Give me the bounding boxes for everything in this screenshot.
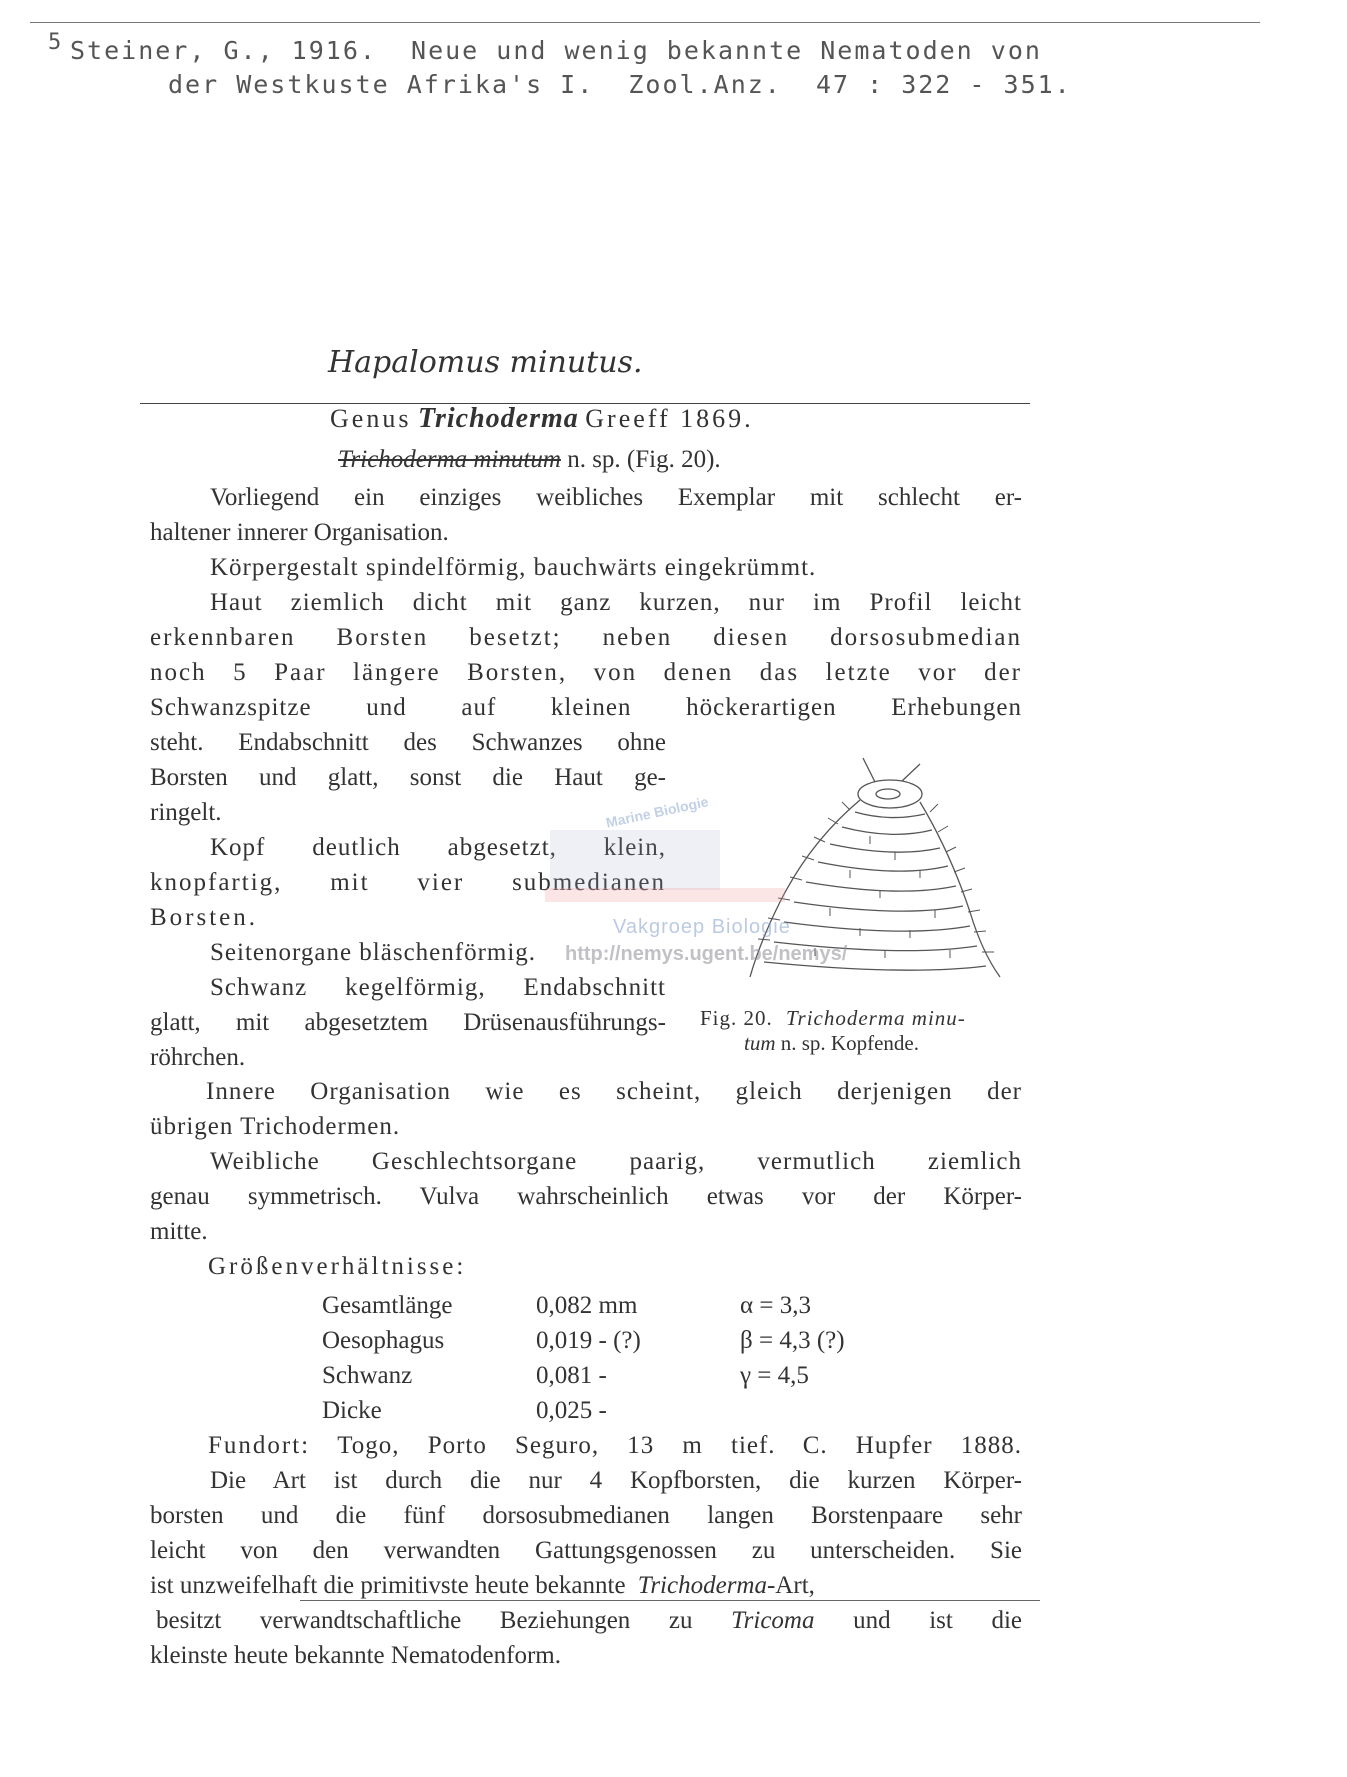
measure-value: 0,019 - (?) [536,1327,641,1354]
p6-line-a: Schwanz kegelförmig, Endabschnitt [210,974,666,1001]
fundort-label: Fundort: [208,1432,311,1459]
measure-value: 0,025 - [536,1397,607,1424]
watermark-stripe [545,888,785,902]
p3-line-e: steht. Endabschnitt des Schwanzes ohne [150,729,666,756]
watermark-logo [550,830,720,890]
fundort-line [208,1432,1022,1460]
p2: Körpergestalt spindelförmig, bauchwärts eingekrümmt. [210,554,817,581]
p1-line-b: haltener innerer Organisation. [150,519,449,546]
genus-prefix: Genus [330,404,412,433]
figure-caption-line-2 [744,1031,919,1056]
closing-line-4-post: -Art, [766,1572,815,1599]
fundort-collector: C. Hupfer 1888. [802,1432,1022,1459]
caption-rest: n. sp. Kopfende. [780,1031,919,1055]
caption-figure-number: Fig. 20. [700,1006,773,1030]
watermark [545,793,845,940]
fundort-text: Togo, Porto Seguro, 13 m tief. [337,1432,776,1459]
p9: Größenverhältnisse: [208,1253,467,1280]
figure-head [858,780,922,808]
p3-line-b: erkennbaren Borsten besetzt; neben diesen dorsosubmedian [150,624,1022,651]
p4-line-c: Borsten. [150,904,259,931]
genus-author: Greeff 1869. [585,404,754,433]
measure-name: Schwanz [322,1362,413,1389]
watermark-label: Vakgroep Biologie [613,916,791,938]
closing-line-4 [150,1572,1022,1600]
p7-line-a: Innere Organisation wie es scheint, gleich derjenigen der [206,1078,1022,1105]
citation-line-2: der Westkuste Afrika's I. Zool.Anz. 47 : 322 - 351. [168,70,1072,99]
watermark-arc-text: Marine Biologie [604,793,710,831]
species-struck: Trichoderma minutum [338,446,561,473]
species-header [338,446,721,474]
p8-line-b: genau symmetrisch. Vulva wahrscheinlich etwas vor der Körper- [150,1183,1022,1210]
genus-name: Trichoderma [417,403,579,434]
p7-line-b: übrigen Trichodermen. [150,1113,401,1140]
p3-line-d: Schwanzspitze und auf kleinen höckerartigen Erhebungen [150,694,1022,721]
p3-line-g: ringelt. [150,799,222,826]
figure-caption-line-1 [700,1006,966,1031]
measure-name: Gesamtlänge [322,1292,453,1319]
closing-line-2: borsten und die fünf dorsosubmedianen langen Borstenpaare sehr [150,1502,1022,1529]
p6-line-b: glatt, mit abgesetztem Drüsenausführungs- [150,1009,666,1036]
measure-name: Oesophagus [322,1327,445,1354]
p3-line-f: Borsten und glatt, sonst die Haut ge- [150,764,666,791]
closing-line-5 [156,1607,1022,1635]
top-rule [30,22,1260,23]
p4-line-a: Kopf deutlich abgesetzt, klein, [210,834,666,861]
measure-value: 0,082 mm [536,1292,638,1319]
closing-line-4-italic: Trichoderma [637,1572,767,1599]
closing-line-5-italic: Tricoma [731,1607,815,1634]
p3-line-a: Haut ziemlich dicht mit ganz kurzen, nur im Profil leicht [210,589,1022,616]
p8-line-c: mitte. [150,1218,208,1245]
underline-rule [300,1600,1040,1601]
closing-line-5-post: und ist die [853,1607,1023,1634]
p3-line-c: noch 5 Paar längere Borsten, von denen das letzte vor der [150,659,1022,686]
closing-line-6: kleinste heute bekannte Nematodenform. [150,1642,561,1669]
species-suffix: n. sp. (Fig. 20). [567,446,721,473]
p5: Seitenorgane bläschenförmig. [210,939,537,966]
p1-line-a: Vorliegend ein einziges weibliches Exemplar mit schlecht er- [210,484,1022,511]
caption-species-b: tum [744,1031,776,1055]
p6-line-c: röhrchen. [150,1044,246,1071]
measure-ratio: γ = 4,5 [740,1362,809,1389]
measure-name: Dicke [322,1397,382,1424]
p8-line-a: Weibliche Geschlechtsorgane paarig, vermutlich ziemlich [210,1148,1022,1175]
citation-marker: 5 [48,30,64,55]
closing-line-4-pre: ist unzweifelhaft die primitivste heute bekannte [150,1572,626,1599]
citation-line-1: Steiner, G., 1916. Neue und wenig bekannte Nematoden von [70,36,1042,65]
closing-line-5-pre: besitzt verwandtschaftliche Beziehungen zu [156,1607,693,1634]
closing-line-3: leicht von den verwandten Gattungsgenossen zu unterscheiden. Sie [150,1537,1022,1564]
p4-line-b: knopfartig, mit vier submedianen [150,869,666,896]
watermark-url: http://nemys.ugent.be/nemys/ [565,943,848,965]
caption-species-a: Trichoderma minu- [786,1006,966,1030]
closing-line-1: Die Art ist durch die nur 4 Kopfborsten, die kurzen Körper- [210,1467,1022,1494]
handwritten-species-name: Hapalomus minutus. [328,345,643,380]
genus-header [330,403,754,435]
measure-value: 0,081 - [536,1362,607,1389]
measure-ratio: α = 3,3 [740,1292,811,1319]
measure-ratio: β = 4,3 (?) [740,1327,845,1354]
